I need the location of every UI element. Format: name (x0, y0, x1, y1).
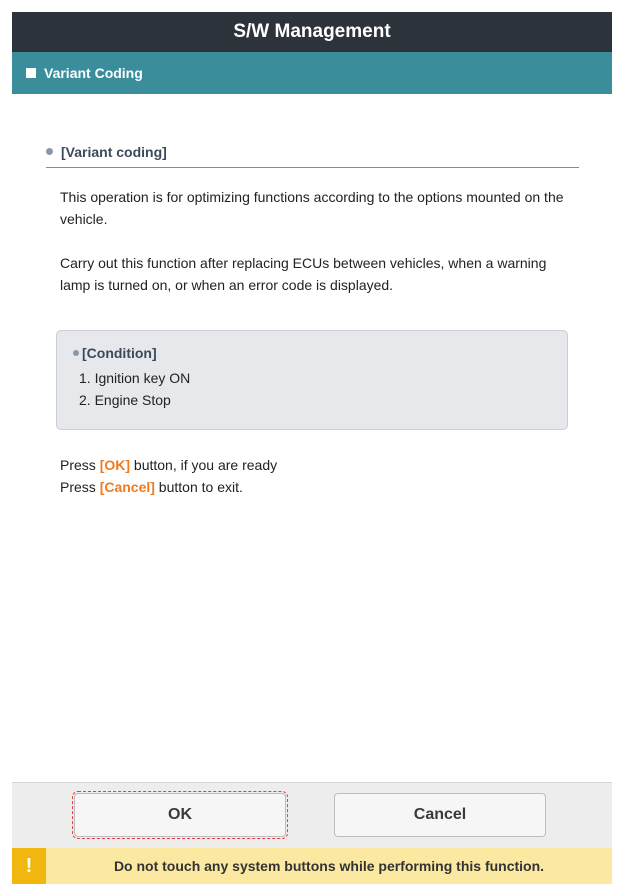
content-area (12, 94, 612, 782)
instruction-text: Press (60, 457, 100, 473)
variant-coding-heading (46, 140, 579, 168)
window-title: S/W Management (12, 12, 612, 52)
condition-title (73, 345, 567, 361)
condition-item: 2. Engine Stop (79, 392, 171, 408)
instruction-text: button, if you are ready (130, 457, 278, 473)
heading-text: [Variant coding] (61, 143, 167, 160)
ok-key-highlight: [OK] (99, 457, 131, 473)
instruction-text: Press (60, 479, 100, 495)
section-bar (12, 52, 612, 94)
instruction-line-ok (60, 454, 580, 476)
condition-title-text: [Condition] (82, 345, 157, 361)
sw-management-window (12, 12, 612, 884)
condition-box (56, 330, 568, 430)
section-title: Variant Coding (44, 65, 143, 81)
dot-bullet-icon (46, 148, 53, 155)
ok-button[interactable]: OK (74, 793, 286, 837)
description-paragraph: This operation is for optimizing functions according to the options mounted on the vehicle. (60, 189, 564, 227)
instruction-text: button to exit. (154, 479, 243, 495)
instruction-line-cancel (60, 476, 580, 498)
dot-bullet-icon (73, 350, 79, 356)
cancel-button[interactable]: Cancel (334, 793, 546, 837)
warning-text: Do not touch any system buttons while performing this function. (113, 858, 545, 874)
cancel-key-highlight: [Cancel] (99, 479, 155, 495)
warning-banner (12, 848, 612, 884)
condition-item: 1. Ignition key ON (79, 370, 191, 386)
button-bar (12, 782, 612, 848)
warning-icon: ! (12, 848, 46, 884)
usage-paragraph: Carry out this function after replacing ECUs between vehicles, when a warning lamp is turned on, or when an error code is displayed. (60, 255, 547, 293)
square-bullet-icon (26, 68, 36, 78)
